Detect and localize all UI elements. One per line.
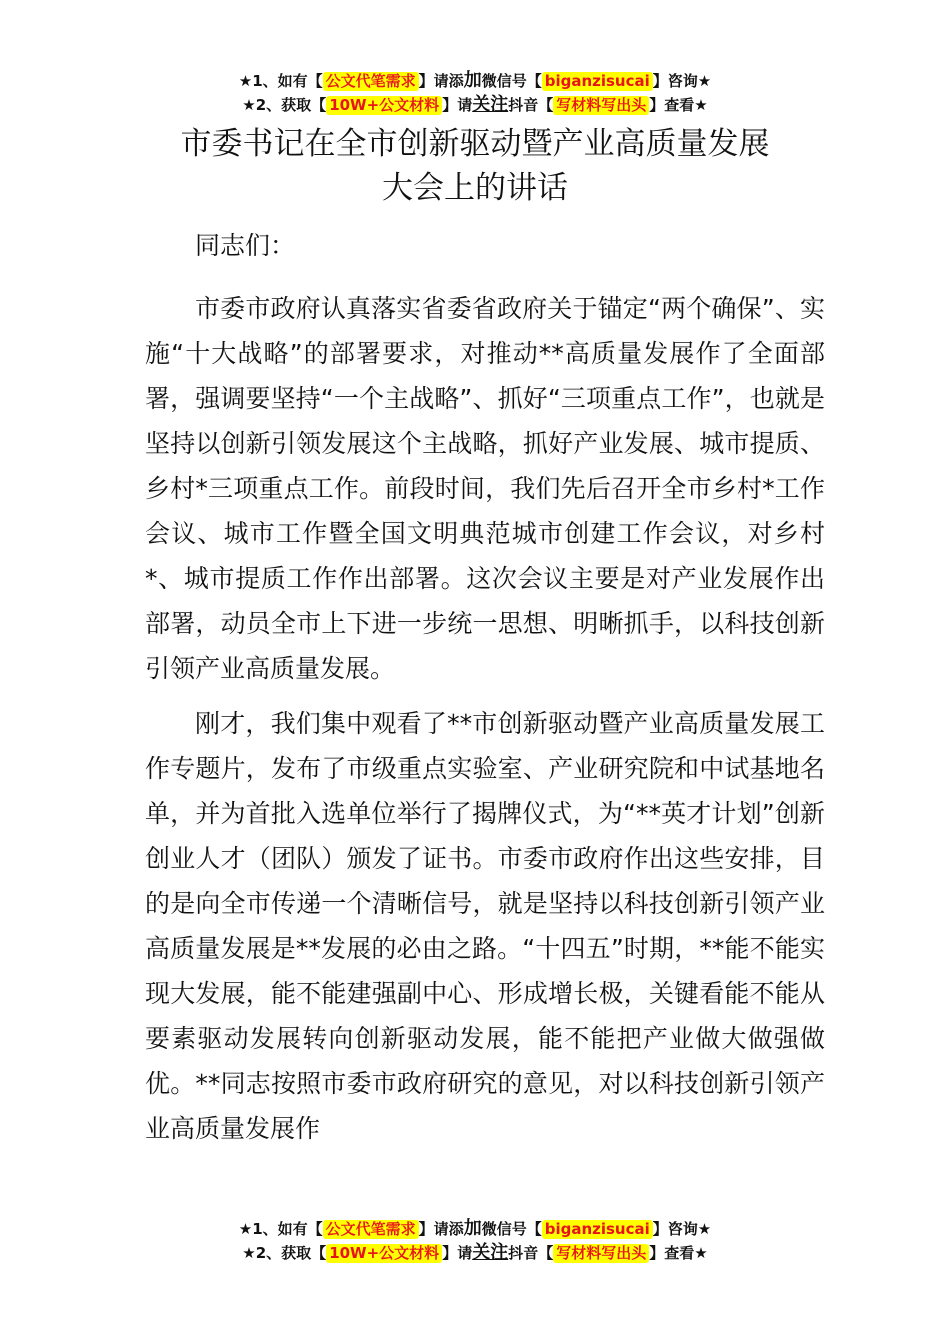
greeting: 同志们： xyxy=(195,231,296,260)
promo-line-1-tail: 】咨询★ xyxy=(652,72,712,90)
top-promo-banner xyxy=(0,69,950,117)
promo-line-2-tail: 】查看★ xyxy=(649,96,708,114)
promo-tag-douyin-account: 写材料写出头 xyxy=(553,96,649,115)
promo-line-1-lead: ★1、如有【 xyxy=(238,1220,323,1238)
title-line-2: 大会上的讲话 xyxy=(382,170,568,206)
promo-line-1 xyxy=(0,1217,950,1241)
promo-line-2 xyxy=(0,1241,950,1265)
title-line-1: 市委书记在全市创新驱动暨产业高质量发展 xyxy=(180,126,770,162)
document-body xyxy=(145,226,825,1161)
promo-tag-douyin-account: 写材料写出头 xyxy=(553,1244,649,1263)
promo-tag-writing-service: 公文代笔需求 xyxy=(323,72,419,91)
body-paragraph: 刚才，我们集中观看了**市创新驱动暨产业高质量发展工作专题片，发布了市级重点实验室、产业研究院和中试基地名单，并为首批入选单位举行了揭牌仪式，为“**英才计划”创新创业人才（团队）颁发了证书。市委市政府作出这些安排，目的是向全市传递一个清晰信号，就是坚持以科技创新引领产业高质量发展是**发展的必由之路。“十四五”时期，**能不能实现大发展，能不能建强副中心、形成增长极，关键看能不能从要素驱动发展转向创新驱动发展，能不能把产业做大做强做优。**同志按照市委市政府研究的意见，对以科技创新引领产业高质量发展作 xyxy=(145,709,825,1143)
promo-line-1-emphasis: 加 xyxy=(463,70,482,91)
promo-line-2-tail: 】查看★ xyxy=(649,1244,708,1262)
promo-line-1-mid2: 微信号【 xyxy=(481,1220,542,1238)
promo-tag-materials: 10W+公文材料 xyxy=(326,96,442,115)
promo-line-2-mid1: 】请 xyxy=(442,1244,473,1262)
promo-line-2-lead: ★2、获取【 xyxy=(242,96,327,114)
promo-line-2 xyxy=(0,93,950,117)
promo-line-1-mid1: 】请添 xyxy=(418,72,464,90)
promo-tag-wechat-id: biganzisucai xyxy=(542,72,653,91)
promo-tag-materials: 10W+公文材料 xyxy=(326,1244,442,1263)
promo-line-2-mid1: 】请 xyxy=(442,96,473,114)
bottom-promo-banner xyxy=(0,1217,950,1265)
body-paragraph: 市委市政府认真落实省委省政府关于锚定“两个确保”、实施“十大战略”的部署要求，对推动**高质量发展作了全面部署，强调要坚持“一个主战略”、抓好“三项重点工作”，也就是坚持以创新引领发展这个主战略，抓好产业发展、城市提质、乡村*三项重点工作。前段时间，我们先后召开全市乡村*工作会议、城市工作暨全国文明典范城市创建工作会议，对乡村*、城市提质工作作出部署。这次会议主要是对产业发展作出部署，动员全市上下进一步统一思想、明晰抓手，以科技创新引领产业高质量发展。 xyxy=(145,294,825,683)
promo-line-2-mid2: 抖音【 xyxy=(508,1244,554,1262)
promo-line-1-mid2: 微信号【 xyxy=(481,72,542,90)
promo-line-1-lead: ★1、如有【 xyxy=(238,72,323,90)
promo-line-2-emphasis: 关注 xyxy=(472,94,509,115)
promo-tag-wechat-id: biganzisucai xyxy=(542,1220,653,1239)
promo-line-1-emphasis: 加 xyxy=(463,1218,482,1239)
promo-line-1-mid1: 】请添 xyxy=(418,1220,464,1238)
document-title xyxy=(0,122,950,210)
promo-line-1-tail: 】咨询★ xyxy=(652,1220,712,1238)
promo-line-2-mid2: 抖音【 xyxy=(508,96,554,114)
promo-line-2-emphasis: 关注 xyxy=(472,1242,509,1263)
promo-tag-writing-service: 公文代笔需求 xyxy=(323,1220,419,1239)
promo-line-2-lead: ★2、获取【 xyxy=(242,1244,327,1262)
promo-line-1 xyxy=(0,69,950,93)
